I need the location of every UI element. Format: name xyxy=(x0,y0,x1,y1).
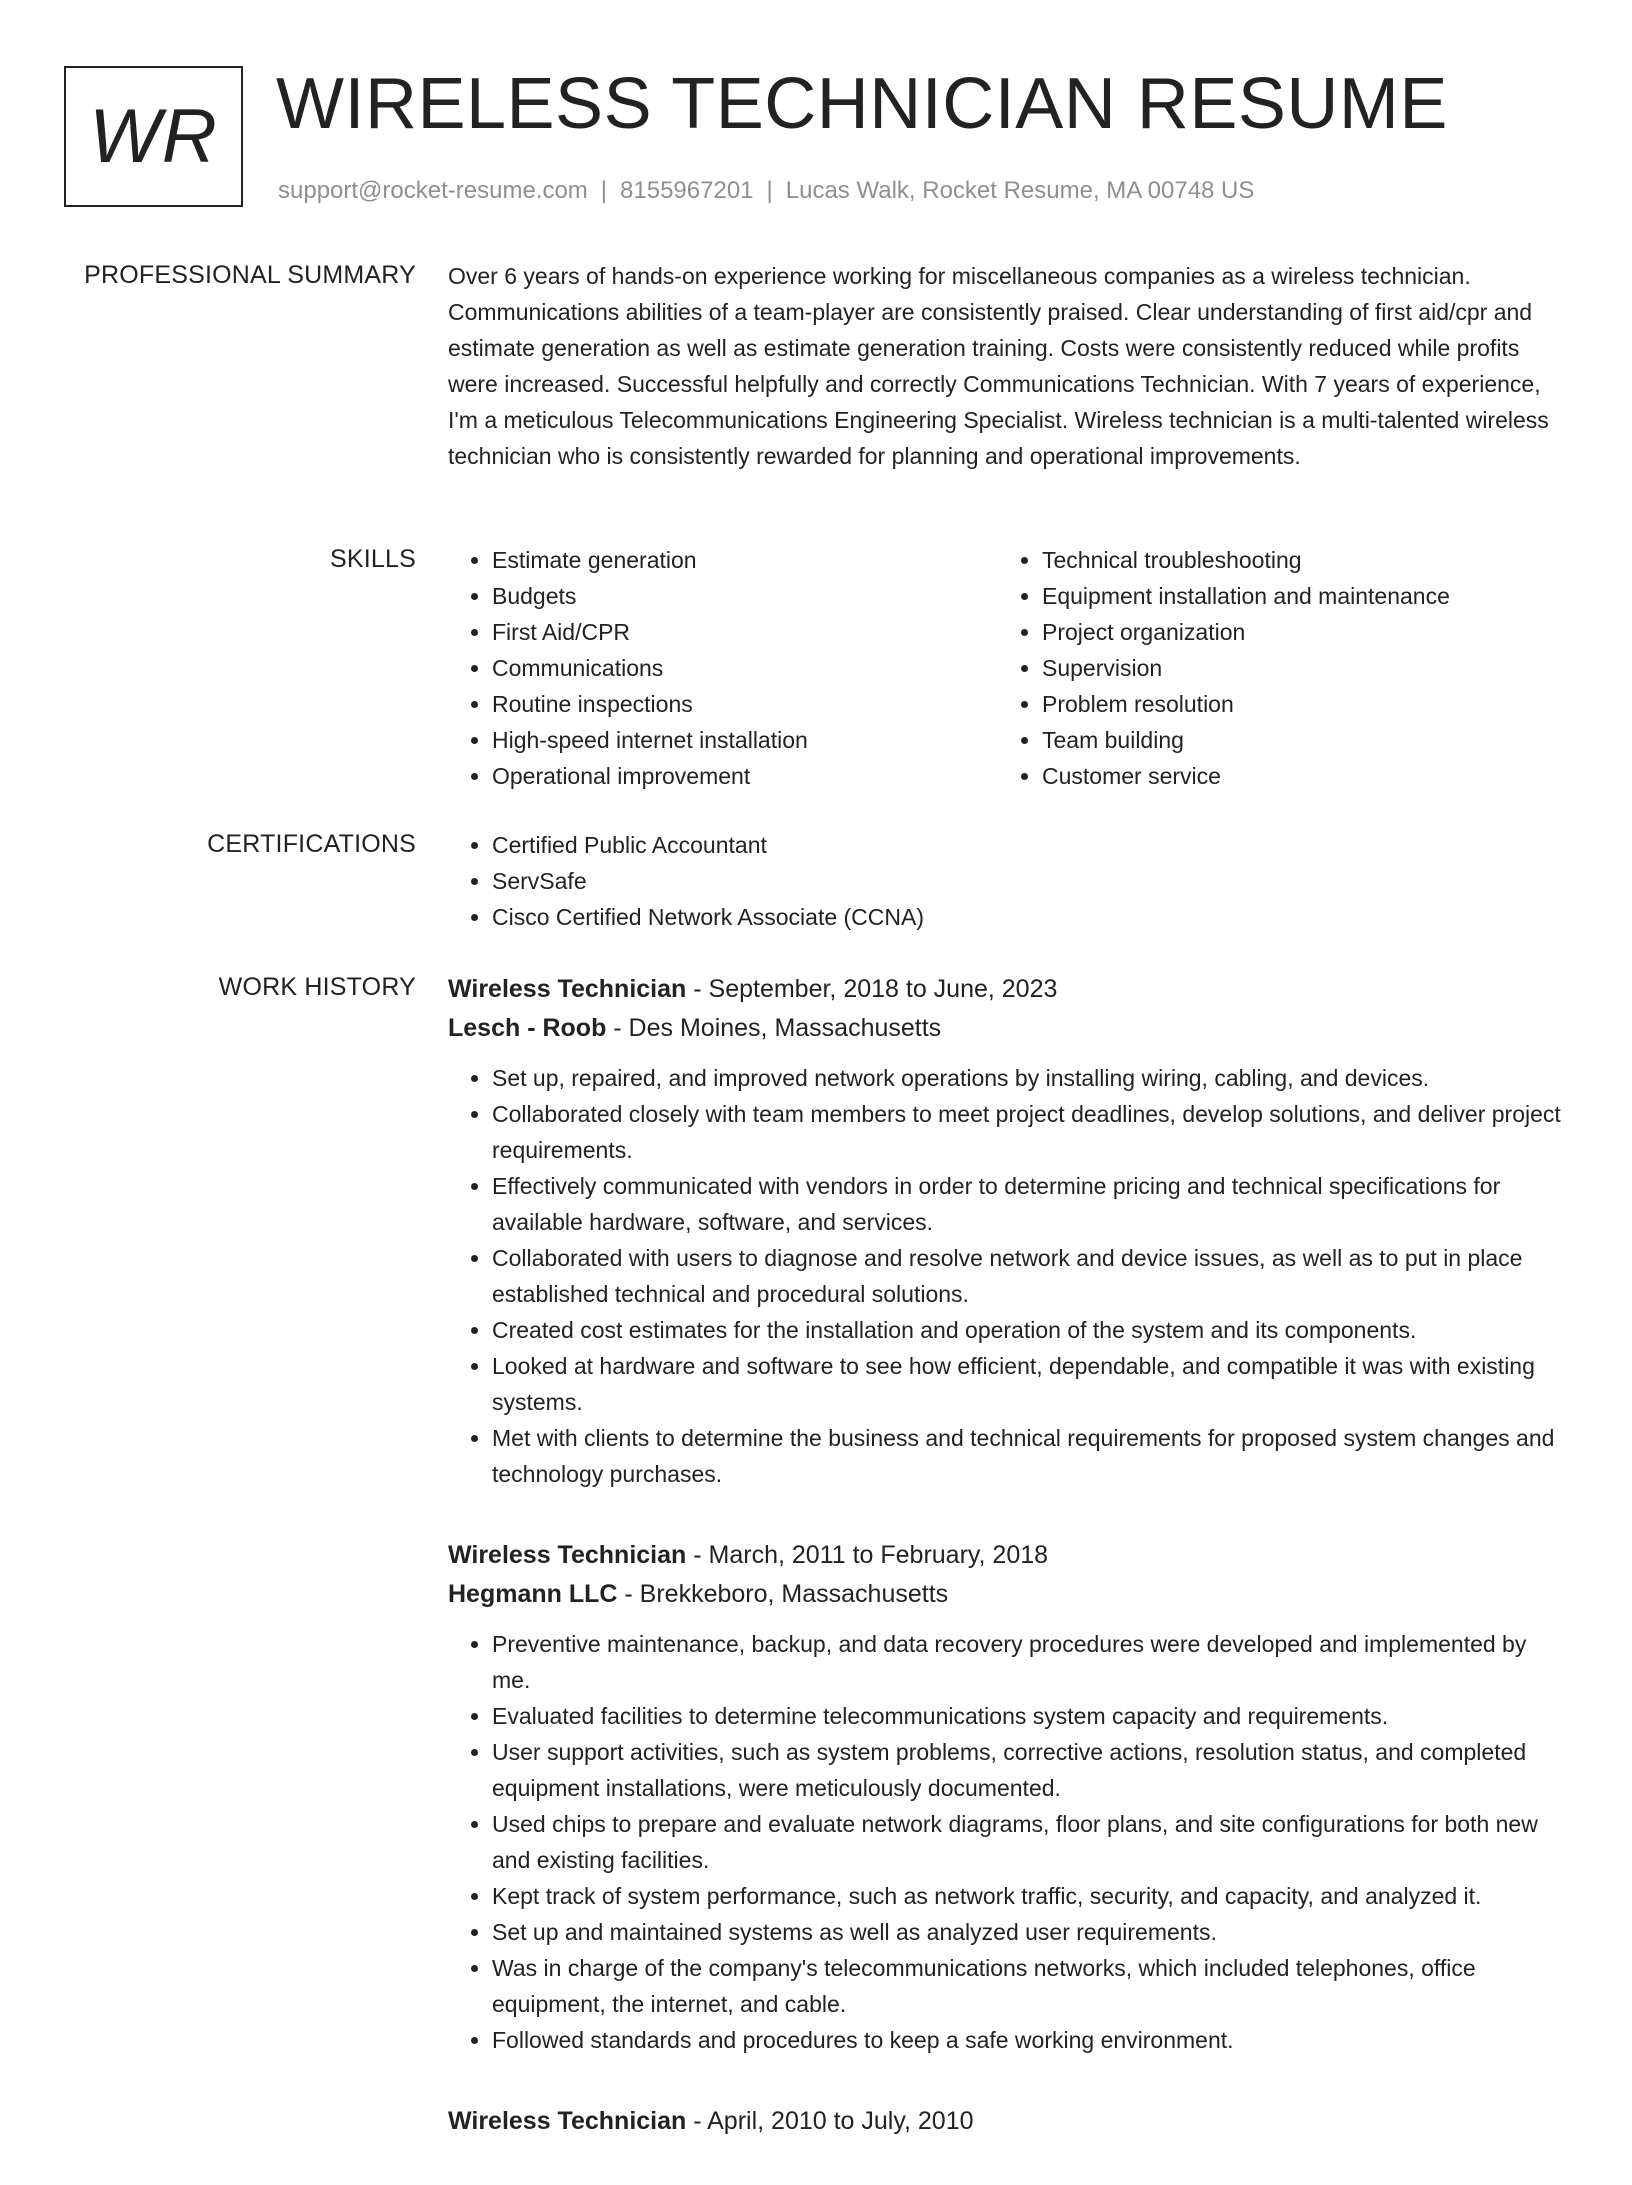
certifications-list xyxy=(448,827,1568,935)
skill-item: • Communications xyxy=(492,650,998,686)
contact-separator: | xyxy=(766,177,773,204)
skill-item: • Team building xyxy=(1042,722,1548,758)
job-duty-item: • Used chips to prepare and evaluate network diagrams, floor plans, and site configurations for both new and existing facilities. xyxy=(492,1806,1568,1878)
certification-item: • Cisco Certified Network Associate (CCNA) xyxy=(492,899,1568,935)
job-title-line xyxy=(448,970,1568,1009)
skill-item: • Technical troubleshooting xyxy=(1042,542,1548,578)
job-duties-list xyxy=(448,1626,1568,2058)
contact-email: support@rocket-resume.com xyxy=(278,177,588,204)
work-history-heading: WORK HISTORY xyxy=(218,973,416,1001)
job-title: Wireless Technician xyxy=(448,1541,687,1569)
contact-line xyxy=(278,175,1254,207)
skills-column-left xyxy=(448,542,998,794)
job-duty-item: • Effectively communicated with vendors in order to determine pricing and technical specifications for available hardware, software, and services. xyxy=(492,1168,1568,1240)
skills-list-left xyxy=(448,542,998,794)
job-duties-list xyxy=(448,1060,1568,1492)
skill-item: • Supervision xyxy=(1042,650,1548,686)
job-duty-item: • Set up, repaired, and improved network operations by installing wiring, cabling, and devices. xyxy=(492,1060,1568,1096)
skill-item: • Routine inspections xyxy=(492,686,998,722)
skills-heading: SKILLS xyxy=(330,545,416,573)
job-company: Lesch - Roob xyxy=(448,1014,607,1042)
skill-item: • Project organization xyxy=(1042,614,1548,650)
job-duty-item: • Created cost estimates for the installation and operation of the system and its components. xyxy=(492,1312,1568,1348)
job-dates: - September, 2018 to June, 2023 xyxy=(686,975,1058,1003)
certification-item: • ServSafe xyxy=(492,863,1568,899)
job-duty-item: • Evaluated facilities to determine telecommunications system capacity and requirements. xyxy=(492,1698,1568,1734)
skill-item: • Problem resolution xyxy=(1042,686,1548,722)
skill-item: • First Aid/CPR xyxy=(492,614,998,650)
job-title-line xyxy=(448,1536,1568,1575)
job-duty-item: • User support activities, such as system problems, corrective actions, resolution status, and completed equipment installations, were meticulously documented. xyxy=(492,1734,1568,1806)
monogram-box xyxy=(64,66,243,207)
summary-text: Over 6 years of hands-on experience working for miscellaneous companies as a wireless technician. Communications abilities of a team-player are consistently praised. Clear understanding of first aid/cpr and estimate generation as well as estimate generation training. Costs were consistently reduced while profits were increased. Successful helpfully and correctly Communications Technician. With 7 years of experience, I'm a meticulous Telecommunications Engineering Specialist. Wireless technician is a multi-talented wireless technician who is consistently rewarded for planning and operational improvements. xyxy=(448,263,1549,469)
skill-item: • High-speed internet installation xyxy=(492,722,998,758)
job-entry xyxy=(448,970,1568,1492)
job-title: Wireless Technician xyxy=(448,2107,687,2135)
job-duty-item: • Looked at hardware and software to see how efficient, dependable, and compatible it was with existing systems. xyxy=(492,1348,1568,1420)
job-duty-item: • Collaborated closely with team members to meet project deadlines, develop solutions, and deliver project requirements. xyxy=(492,1096,1568,1168)
job-location: - Des Moines, Massachusetts xyxy=(606,1014,942,1042)
job-duty-item: • Collaborated with users to diagnose and resolve network and device issues, as well as to put in place established technical and procedural solutions. xyxy=(492,1240,1568,1312)
monogram-initials: WR xyxy=(89,94,218,179)
job-location: - Brekkeboro, Massachusetts xyxy=(617,1580,949,1608)
job-entry xyxy=(448,1536,1568,2058)
summary-body xyxy=(448,258,1568,474)
job-title: Wireless Technician xyxy=(448,975,687,1003)
job-dates: - March, 2011 to February, 2018 xyxy=(686,1541,1049,1569)
certifications-body xyxy=(448,827,1568,935)
job-duty-item: • Preventive maintenance, backup, and data recovery procedures were developed and implemented by me. xyxy=(492,1626,1568,1698)
skill-item: • Budgets xyxy=(492,578,998,614)
job-duty-item: • Followed standards and procedures to keep a safe working environment. xyxy=(492,2022,1568,2058)
work-history-body xyxy=(448,970,1568,2185)
certifications-heading: CERTIFICATIONS xyxy=(207,830,416,858)
job-company: Hegmann LLC xyxy=(448,1580,618,1608)
contact-separator: | xyxy=(600,177,608,204)
job-entry xyxy=(448,2102,1568,2141)
job-company-line xyxy=(448,1009,1568,1048)
skills-body xyxy=(448,542,1568,794)
resume-title: WIRELESS TECHNICIAN RESUME xyxy=(276,64,1448,144)
contact-address: Lucas Walk, Rocket Resume, MA 00748 US xyxy=(785,177,1255,204)
job-duty-item: • Met with clients to determine the business and technical requirements for proposed system changes and technology purchases. xyxy=(492,1420,1568,1492)
skill-item: • Customer service xyxy=(1042,758,1548,794)
job-title-line xyxy=(448,2102,1568,2141)
job-duty-item: • Set up and maintained systems as well as analyzed user requirements. xyxy=(492,1914,1568,1950)
job-duty-item: • Was in charge of the company's telecommunications networks, which included telephones, office equipment, the internet, and cable. xyxy=(492,1950,1568,2022)
summary-heading: PROFESSIONAL SUMMARY xyxy=(84,261,416,289)
skills-list-right xyxy=(998,542,1548,794)
contact-phone: 8155967201 xyxy=(620,177,754,204)
skill-item: • Operational improvement xyxy=(492,758,998,794)
job-dates: - April, 2010 to July, 2010 xyxy=(686,2107,974,2135)
job-duty-item: • Kept track of system performance, such as network traffic, security, and capacity, and analyzed it. xyxy=(492,1878,1568,1914)
skills-column-right xyxy=(998,542,1548,794)
certification-item: • Certified Public Accountant xyxy=(492,827,1568,863)
skill-item: • Equipment installation and maintenance xyxy=(1042,578,1548,614)
skill-item: • Estimate generation xyxy=(492,542,998,578)
job-company-line xyxy=(448,1575,1568,1614)
